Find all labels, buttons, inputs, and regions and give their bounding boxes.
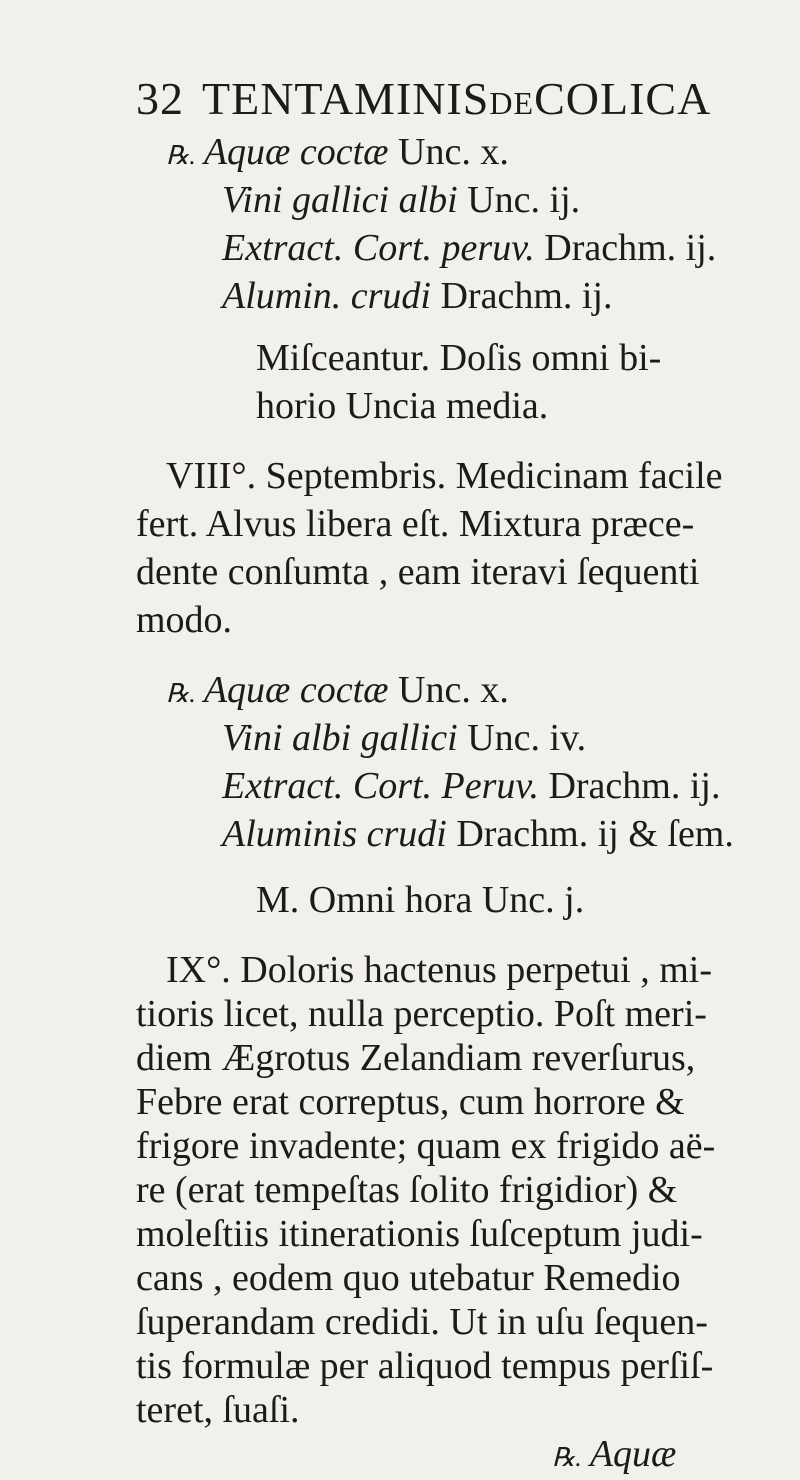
- recipe1-instruction-1: Miſceantur. Doſis omni bi-: [256, 337, 662, 379]
- para2-line-6: re (erat tempeſtas ſolito frigidior) &: [136, 1169, 678, 1211]
- ingredient: Aquæ coctæ: [203, 669, 389, 711]
- recipe2-line-3: [222, 764, 720, 808]
- para1-line-4: modo.: [136, 599, 233, 641]
- header-title-part1: TENTAMINIS: [202, 73, 490, 124]
- rx-symbol: ℞.: [166, 141, 196, 170]
- amount: Unc. ij.: [467, 179, 581, 221]
- catchword: [552, 1432, 676, 1480]
- ingredient: Vini albi gallici: [222, 717, 458, 759]
- amount: Unc. x.: [398, 669, 509, 711]
- rx-symbol: ℞.: [166, 679, 196, 708]
- recipe2-line-2: [222, 716, 586, 760]
- para2-line-10: tis formulæ per aliquod tempus perſiſ-: [136, 1345, 714, 1387]
- ingredient: Aquæ coctæ: [203, 131, 389, 173]
- para2-line-8: cans , eodem quo utebatur Remedio: [136, 1257, 681, 1299]
- para2-line-9: ſuperandam credidi. Ut in uſu ſequen-: [136, 1301, 708, 1343]
- para2-line-11: teret, ſuaſi.: [136, 1389, 300, 1431]
- para1-line-2: fert. Alvus libera eſt. Mixtura præce-: [136, 503, 695, 545]
- para2-line-3: diem Ægrotus Zelandiam reverſurus,: [136, 1037, 696, 1079]
- amount: Drachm. ij.: [544, 227, 717, 269]
- amount: Unc. iv.: [467, 717, 587, 759]
- header-title-part2: COLICA: [534, 73, 712, 124]
- para2-line-2: tioris licet, nulla perceptio. Poſt meri-: [136, 993, 707, 1035]
- para2-line-4: Febre erat correptus, cum horrore &: [136, 1081, 685, 1123]
- running-header: [136, 72, 711, 125]
- ingredient: Vini gallici albi: [222, 179, 458, 221]
- recipe2-line-1: [166, 668, 509, 716]
- recipe2-instruction: M. Omni hora Unc. j.: [256, 879, 585, 921]
- para2-line-7: moleſtiis itinerationis ſuſceptum judi-: [136, 1213, 703, 1255]
- para1-line-3: dente conſumta , eam iteravi ſequenti: [136, 551, 700, 593]
- catchword-text: Aquæ: [589, 1433, 677, 1475]
- recipe2-line-4: [222, 812, 734, 856]
- rx-symbol: ℞.: [552, 1443, 582, 1472]
- recipe1-line-4: [222, 274, 613, 318]
- ingredient: Aluminis crudi: [222, 813, 447, 855]
- recipe1-line-2: [222, 178, 580, 222]
- header-title-de: DE: [489, 85, 535, 121]
- recipe1-instruction-2: horio Uncia media.: [256, 385, 549, 427]
- recipe1-line-3: [222, 226, 716, 270]
- ingredient: Alumin. crudi: [222, 275, 431, 317]
- ingredient: Extract. Cort. Peruv.: [222, 765, 539, 807]
- amount: Drachm. ij.: [548, 765, 721, 807]
- page-number: 32: [136, 73, 184, 124]
- para2-line-1: IX°. Doloris hactenus perpetui , mi-: [166, 949, 713, 991]
- amount: Drachm. ij.: [440, 275, 613, 317]
- para2-line-5: frigore invadente; quam ex frigido aë-: [136, 1125, 716, 1167]
- ingredient: Extract. Cort. peruv.: [222, 227, 535, 269]
- amount: Unc. x.: [398, 131, 509, 173]
- para1-line-1: VIII°. Septembris. Medicinam facile: [166, 455, 723, 497]
- recipe1-line-1: [166, 130, 509, 178]
- amount: Drachm. ij & ſem.: [456, 813, 734, 855]
